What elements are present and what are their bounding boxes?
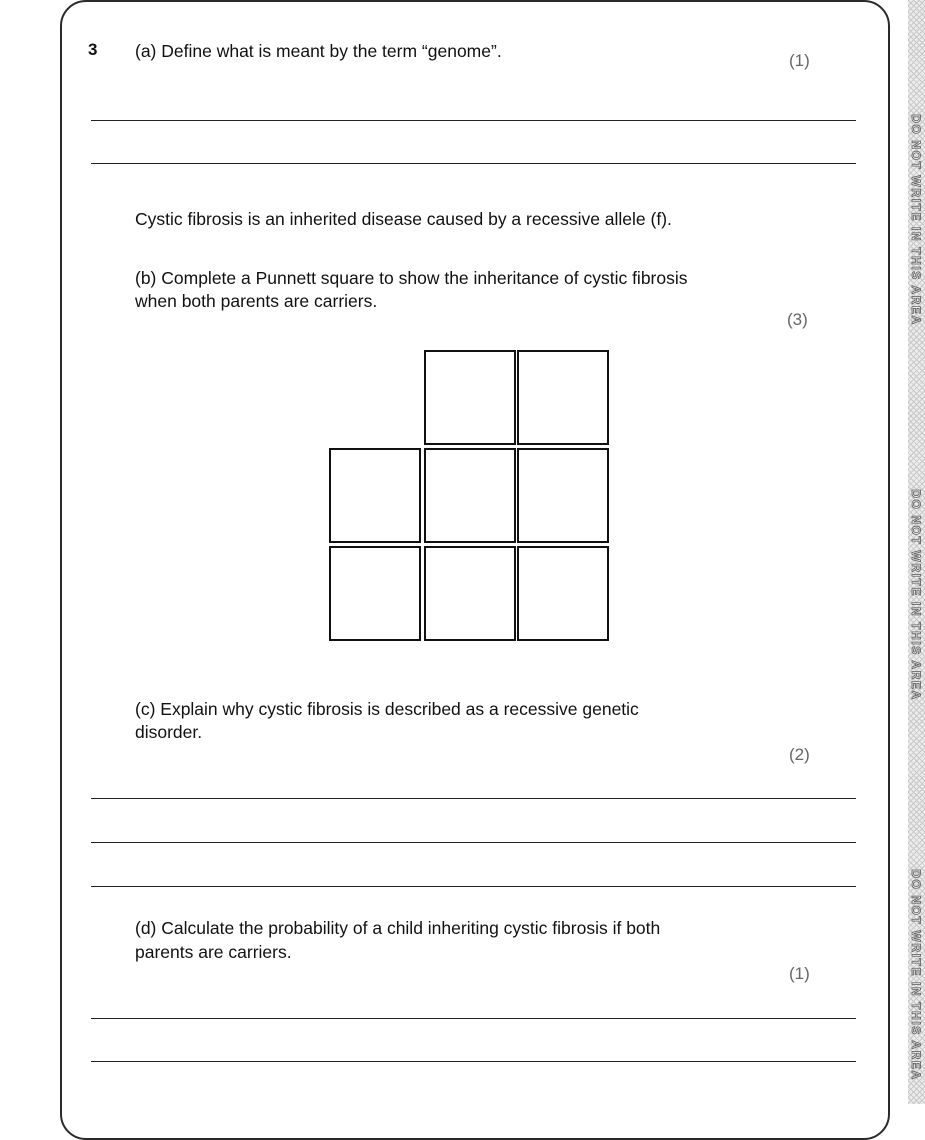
margin-warning: DO NOT WRITE IN THIS AREA <box>909 869 923 1081</box>
punnett-square <box>329 350 614 646</box>
answer-line[interactable] <box>91 120 856 121</box>
part-a-prompt: (a) Define what is meant by the term “genome”. <box>135 41 502 61</box>
question-number: 3 <box>88 40 98 59</box>
margin-warning: DO NOT WRITE IN THIS AREA <box>909 114 923 326</box>
part-c-prompt-line2: disorder. <box>135 722 203 742</box>
context-text: Cystic fibrosis is an inherited disease caused by a recessive allele (f). <box>135 209 672 229</box>
part-d-prompt-line2: parents are carriers. <box>135 942 292 962</box>
punnett-header-cell[interactable] <box>517 350 609 445</box>
punnett-cell[interactable] <box>517 448 609 543</box>
punnett-cell[interactable] <box>517 546 609 641</box>
part-c-marks: (2) <box>789 745 810 764</box>
answer-line[interactable] <box>91 163 856 164</box>
punnett-header-cell[interactable] <box>424 350 516 445</box>
answer-line[interactable] <box>91 842 856 843</box>
answer-line[interactable] <box>91 1018 856 1019</box>
margin-warning: DO NOT WRITE IN THIS AREA <box>909 489 923 701</box>
punnett-cell[interactable] <box>424 448 516 543</box>
punnett-cell[interactable] <box>424 546 516 641</box>
part-b-prompt-line2: when both parents are carriers. <box>135 291 378 311</box>
punnett-header-cell[interactable] <box>329 546 421 641</box>
answer-line[interactable] <box>91 798 856 799</box>
part-d-prompt-line1: (d) Calculate the probability of a child inheriting cystic fibrosis if both <box>135 918 661 938</box>
answer-line[interactable] <box>91 886 856 887</box>
punnett-header-cell[interactable] <box>329 448 421 543</box>
part-b-prompt-line1: (b) Complete a Punnett square to show the inheritance of cystic fibrosis <box>135 268 688 288</box>
answer-line[interactable] <box>91 1061 856 1062</box>
part-b-marks: (3) <box>787 310 808 329</box>
part-d-marks: (1) <box>789 964 810 983</box>
part-a-marks: (1) <box>789 51 810 70</box>
part-c-prompt-line1: (c) Explain why cystic fibrosis is described as a recessive genetic <box>135 699 639 719</box>
